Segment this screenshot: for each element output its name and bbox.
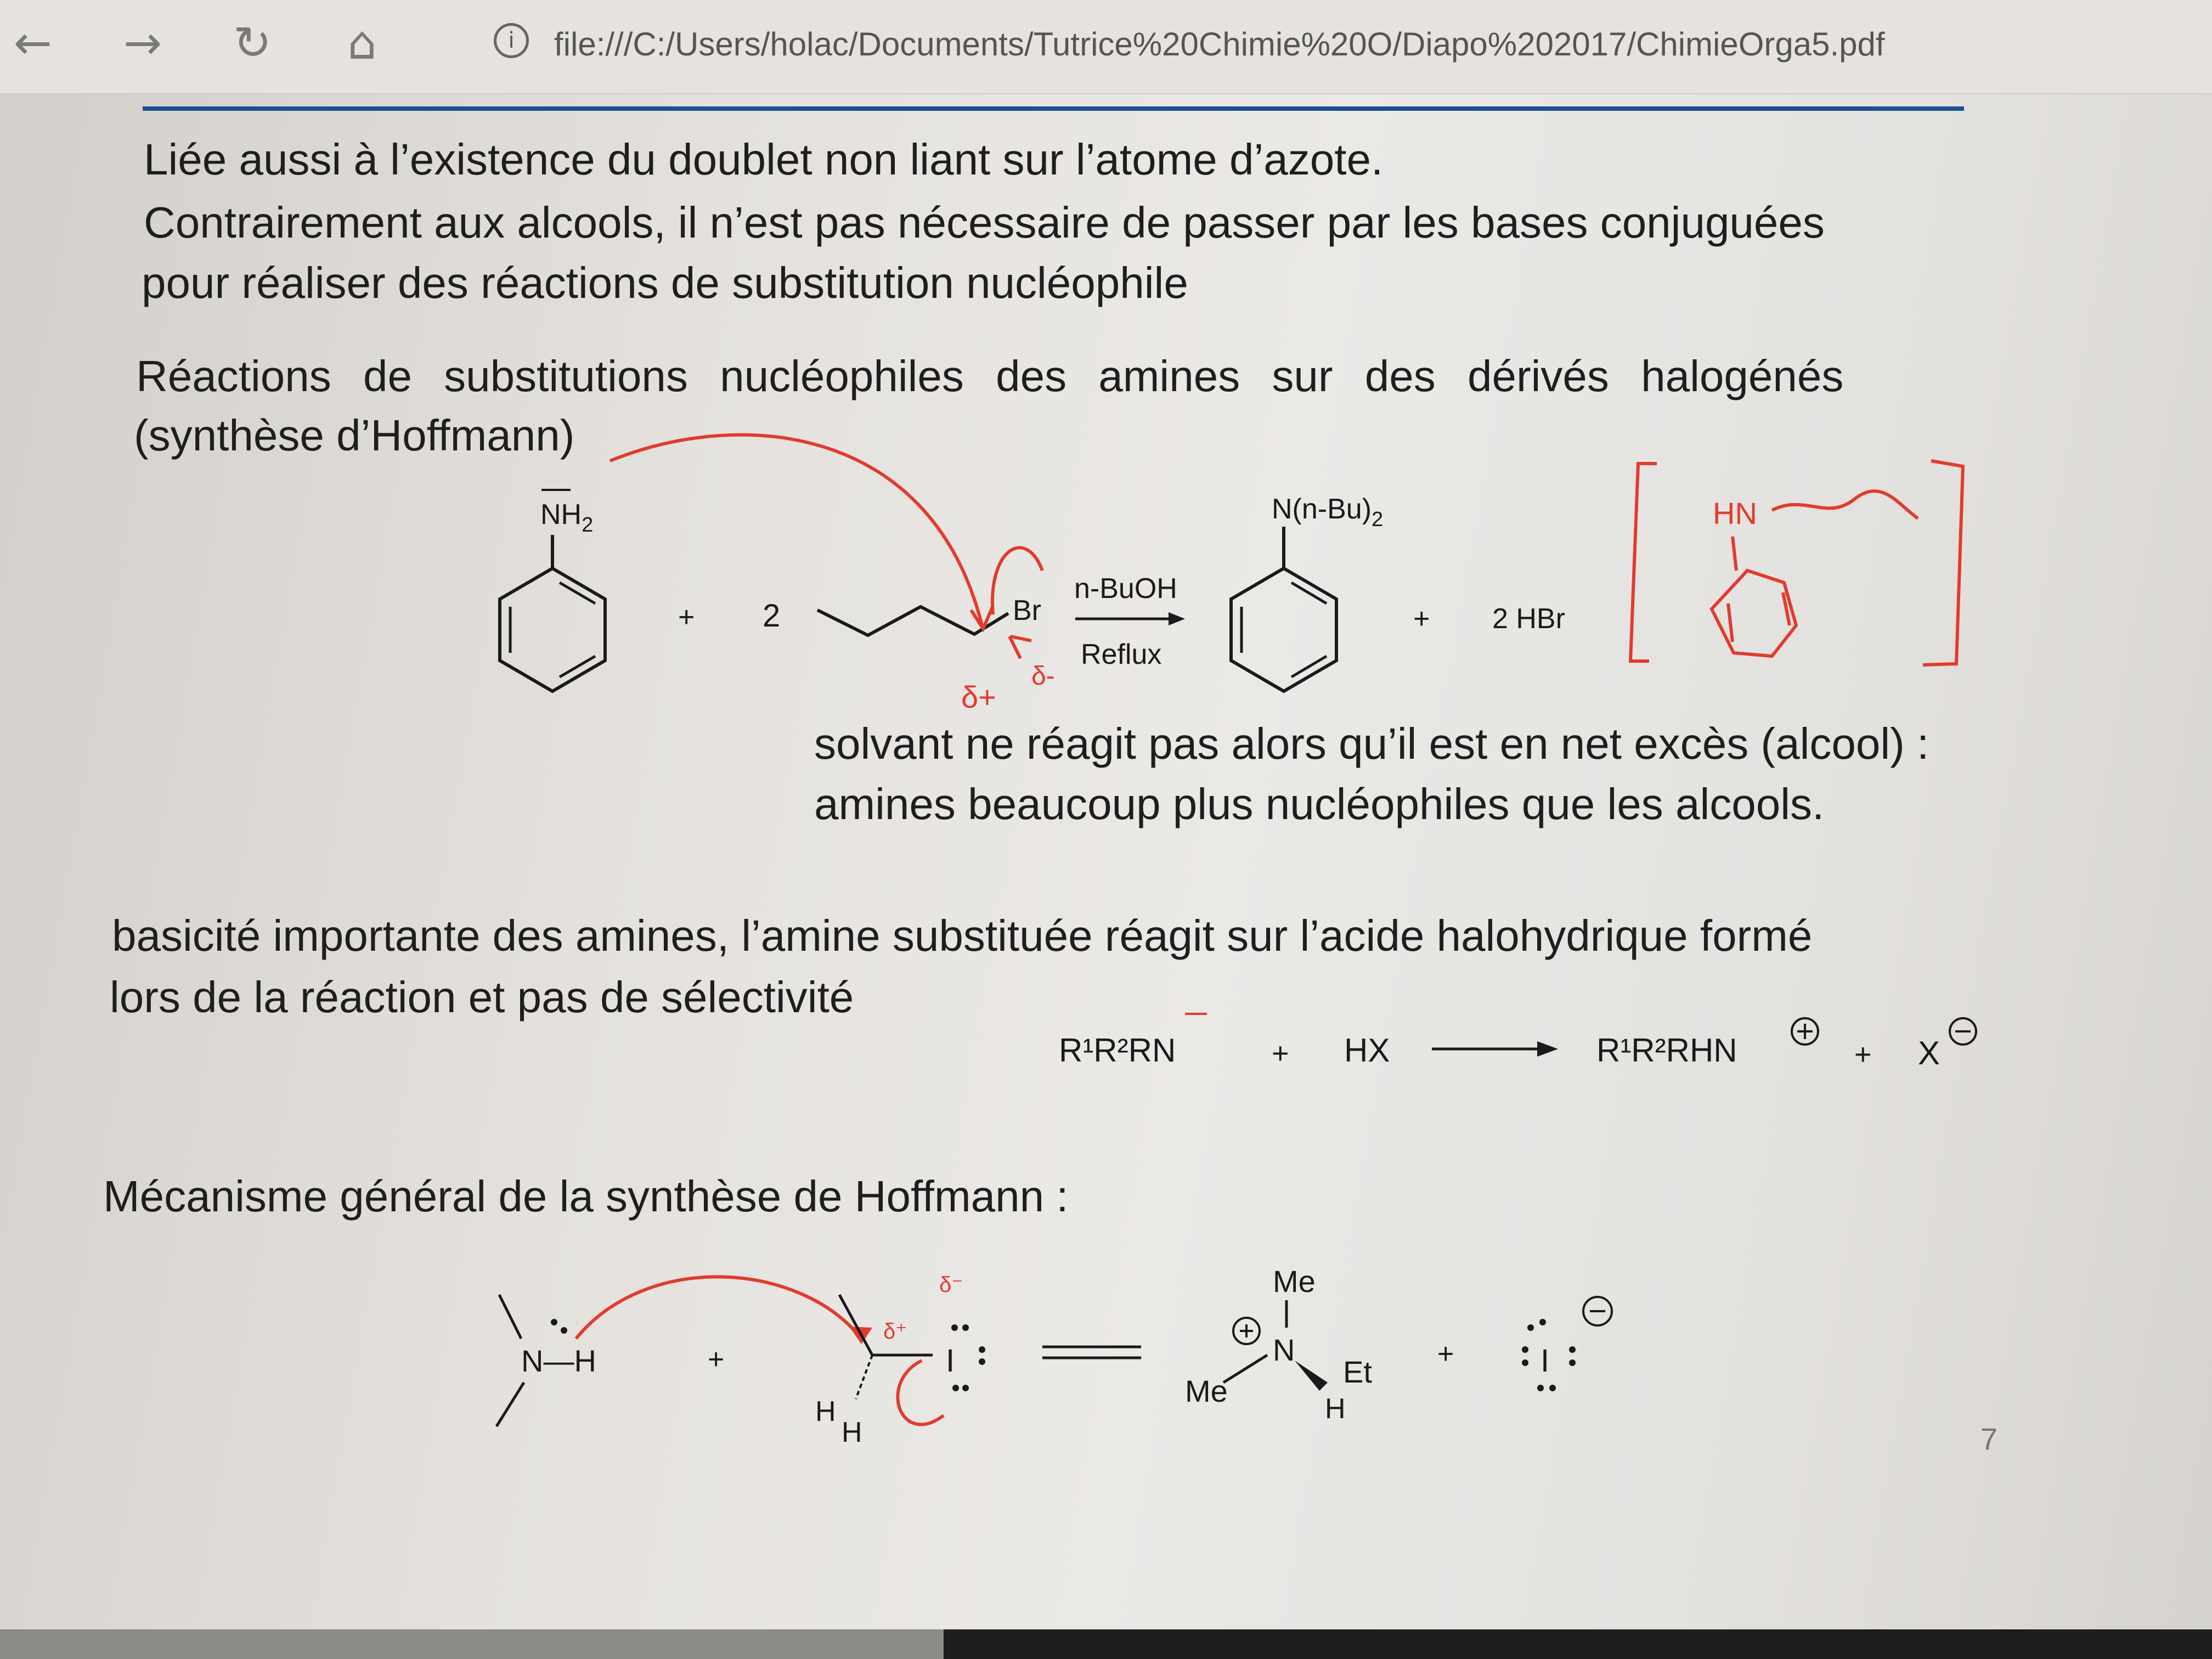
mechanism-plus: + — [708, 1344, 725, 1375]
screen-bottom-edge-left — [0, 1629, 944, 1659]
halide-anion: X — [1918, 1035, 1940, 1071]
address-bar[interactable]: file:///C:/Users/holac/Documents/Tutrice%20Chimie%20O/Diapo%202017/ChimieOrga5.pdf — [554, 26, 1885, 63]
methyl-left: Me — [1185, 1374, 1228, 1408]
amine-reactant: R¹R²RN — [1059, 1032, 1176, 1069]
ammonium-product: R¹R²RHN — [1596, 1032, 1737, 1069]
mechanism-plus-2: + — [1437, 1338, 1454, 1370]
forward-arrow-icon: → — [123, 16, 162, 70]
nitrogen-atom: N — [1273, 1333, 1295, 1367]
aniline-structure — [500, 490, 605, 691]
handwritten-amine: HN — [1713, 496, 1757, 531]
reaction1-plus: + — [678, 601, 695, 633]
bracket-left — [1630, 464, 1657, 661]
page-number: 7 — [1980, 1421, 1998, 1456]
equation-plus: + — [1272, 1037, 1289, 1070]
condition-label: Reflux — [1081, 639, 1162, 670]
intro-line-1: Liée aussi à l’existence du doublet non liant sur l’atome d’azote. — [144, 135, 1384, 184]
intro-line-3: pour réaliser des réactions de substitution nucléophile — [142, 258, 1188, 307]
bracket-right — [1923, 461, 1963, 665]
basicity-line-1: basicité importante des amines, l’amine substituée réagit sur l’acide halohydrique formé — [112, 911, 1813, 960]
product-group-label: $N(n-Bu)_2$ — [1272, 493, 1384, 531]
hydrogen-3: H — [1325, 1393, 1346, 1425]
delta-minus-label: δ⁻ — [939, 1273, 963, 1297]
home-icon: ⌂ — [347, 16, 377, 70]
methyl-top: Me — [1273, 1264, 1316, 1299]
acid-reactant: HX — [1344, 1032, 1390, 1069]
amine-group-label: $NH_2$ — [540, 499, 594, 537]
solvent-note-line-1: solvant ne réagit pas alors qu’il est en net excès (alcool) : — [814, 719, 1929, 768]
secondary-amine: N—H — [521, 1344, 596, 1378]
byproduct-label: 2 HBr — [1492, 603, 1565, 635]
delta-minus-annotation: δ- — [1031, 662, 1055, 691]
mechanism-scheme — [496, 1264, 1612, 1448]
intro-line-2: Contrairement aux alcools, il n’est pas nécessaire de passer par les bases conjuguées — [144, 198, 1825, 247]
product-structure — [1231, 493, 1383, 691]
nucleophile-arrow — [610, 435, 982, 625]
back-arrow-icon: ← — [13, 16, 53, 70]
hydrogen-2: H — [842, 1417, 862, 1448]
bromine-label: Br — [1013, 595, 1041, 627]
reagent-label: n-BuOH — [1074, 573, 1177, 605]
solvent-note-line-2: amines beaucoup plus nucléophiles que les alcools. — [814, 780, 1825, 828]
info-glyph: i — [508, 28, 515, 53]
section-heading-line-2: (synthèse d’Hoffmann) — [134, 411, 575, 460]
iodine-atom: I — [946, 1343, 955, 1379]
basicity-line-2: lors de la réaction et pas de sélectivité — [110, 973, 854, 1022]
reaction1-plus-2: + — [1413, 603, 1430, 635]
mechanism-title: Mécanisme général de la synthèse de Hoffmann : — [103, 1172, 1069, 1221]
delta-plus-annotation: δ+ — [961, 680, 996, 714]
equation-plus-2: + — [1854, 1038, 1872, 1071]
section-heading-line-1: Réactions de substitutions nucléophiles des amines sur des dérivés halogénés — [136, 352, 1844, 400]
ethyl-group: Et — [1343, 1355, 1372, 1389]
refresh-icon: ↻ — [233, 16, 272, 70]
reaction1-coefficient: 2 — [763, 598, 781, 634]
delta-plus-label: δ⁺ — [883, 1319, 907, 1344]
iodide-ion: I — [1541, 1343, 1550, 1379]
hydrogen-1: H — [815, 1396, 836, 1427]
